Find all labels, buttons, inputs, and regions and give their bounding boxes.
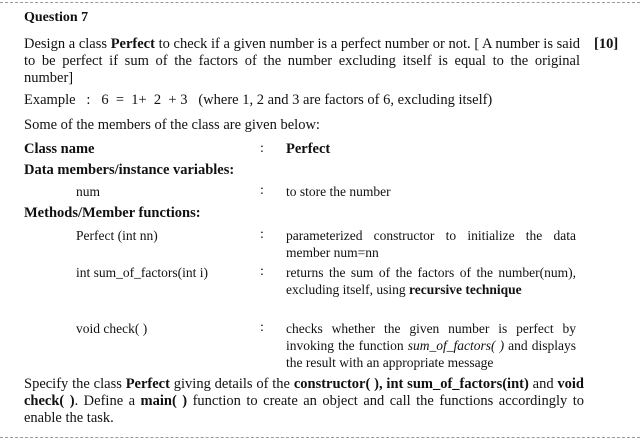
- closing-text-1: Specify the class: [24, 376, 126, 392]
- data-member-colon: :: [260, 183, 264, 198]
- intro-text-1: Design a class: [24, 36, 111, 52]
- check-desc-italic: sum_of_factors( ): [407, 338, 505, 353]
- example-line: Example : 6 = 1+ 2 + 3 (where 1, 2 and 3 are factors of 6, excluding itself): [24, 92, 493, 108]
- closing-text-5: function to create an object and call the functions accordingly to enable the task.: [24, 393, 584, 426]
- class-name-label: Class name: [24, 141, 95, 157]
- closing-text-2: giving details of the: [169, 376, 294, 392]
- sum-desc-bold: recursive technique: [408, 282, 522, 297]
- check-desc-text-1: checks whether the given number is perfect by invoking the function: [286, 321, 576, 353]
- intro-class-name: Perfect: [110, 36, 155, 52]
- methods-heading: Methods/Member functions:: [24, 205, 201, 221]
- closing-text-4: . Define a: [74, 393, 141, 409]
- question-title: Question 7: [24, 10, 89, 25]
- method-name-check: void check( ): [76, 321, 148, 336]
- top-dashed-rule: [0, 2, 640, 3]
- method-description-check: [286, 320, 576, 371]
- method-description-sum-of-factors: [286, 264, 576, 298]
- closing-bold-2: constructor( ), int sum_of_factors(int): [293, 376, 529, 392]
- sum-desc-text: returns the sum of the factors of the number(num), excluding itself, using: [286, 265, 576, 297]
- intro-text-2: to check if a given number is a perfect number or not. [ A number is said to be perfect if sum of the factors of the number excluding itself is equal to the original number]: [24, 36, 580, 86]
- method-name-sum-of-factors: int sum_of_factors(int i): [76, 265, 208, 280]
- closing-paragraph: [24, 376, 584, 427]
- method-name-constructor: Perfect (int nn): [76, 228, 158, 243]
- method-colon-sum-of-factors: :: [260, 264, 264, 279]
- bottom-dashed-rule: [0, 437, 640, 438]
- data-member-name: num: [76, 184, 101, 199]
- class-name-colon: :: [260, 141, 264, 156]
- closing-text-3: and: [528, 376, 558, 392]
- data-member-description: to store the number: [286, 184, 391, 199]
- method-colon-constructor: :: [260, 227, 264, 242]
- class-name-value: Perfect: [286, 141, 331, 157]
- closing-bold-3: void check( ): [24, 376, 584, 409]
- marks-label: [10]: [594, 36, 619, 52]
- members-intro: Some of the members of the class are given below:: [24, 117, 320, 133]
- check-desc-text-2: and displays the result with an appropriate message: [286, 338, 577, 370]
- closing-bold-1: Perfect: [125, 376, 170, 392]
- method-colon-check: :: [260, 320, 264, 335]
- closing-bold-4: main( ): [140, 393, 188, 409]
- intro-paragraph: [24, 36, 580, 87]
- data-members-heading: Data members/instance variables:: [24, 162, 235, 178]
- method-description-constructor: parameterized constructor to initialize the data member num=nn: [286, 228, 576, 260]
